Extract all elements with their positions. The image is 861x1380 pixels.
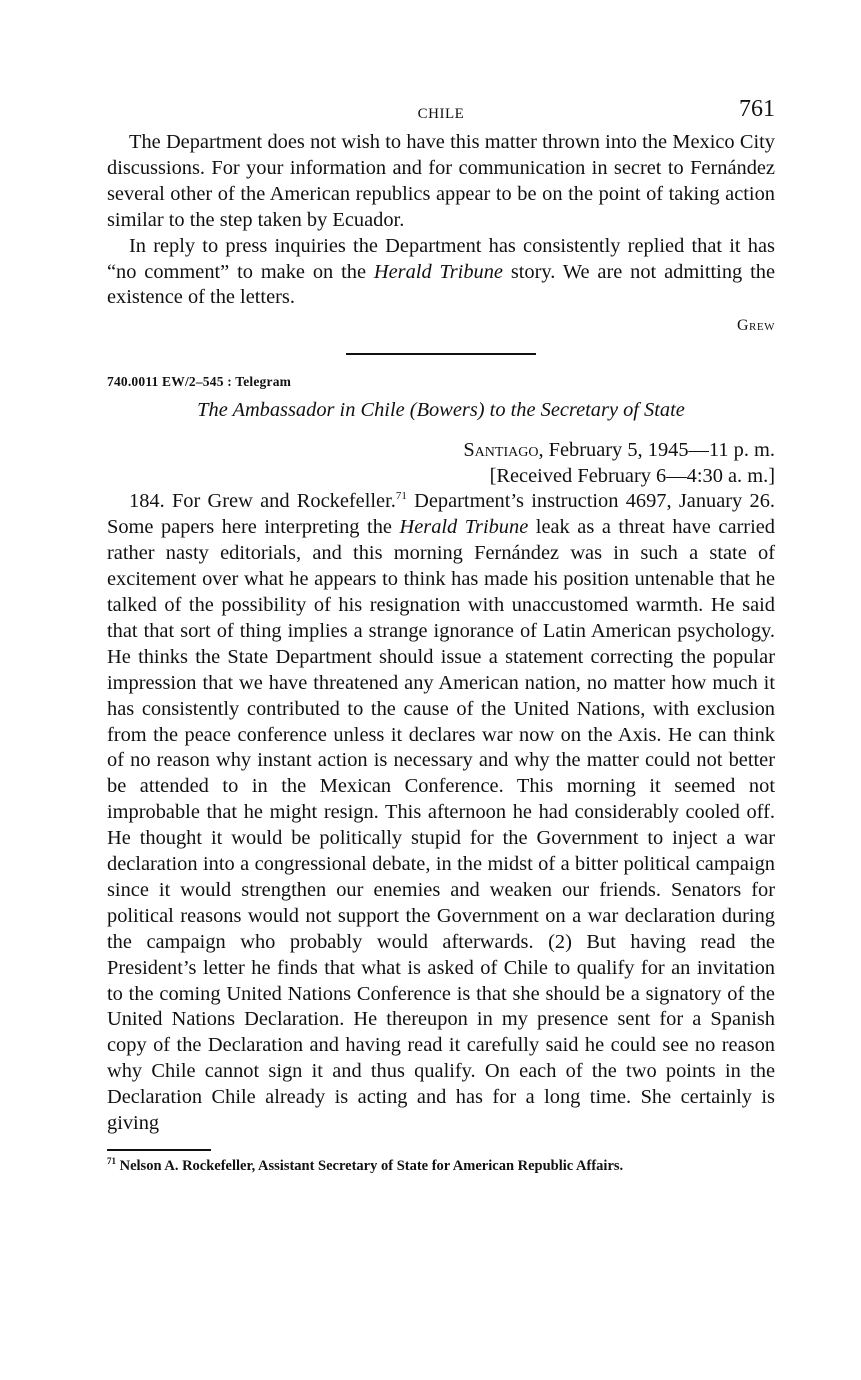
intro-p2-text-b: story. We are not admitting the existence of the letters.	[107, 260, 776, 309]
document-title	[107, 397, 775, 423]
document-page	[107, 96, 775, 1175]
newspaper-name: Herald Tribune	[373, 260, 503, 283]
running-head-title: CHILE	[417, 106, 465, 122]
body-text-c: leak as a threat have carried rather nasty editorials, and this morning Fernández was in such a state of excitement over what he appears to think has made his position untenable that he talked of the possibility of his resignation with unaccustomed warmth. He said that that sort of thing implies a strange ignorance of Latin American psychology. He thinks the State Department should issue a statement correcting the popular impression that we have threatened any American nation, no matter how much it has consistently contributed to the cause of the United Nations, with exclusion from the peace conference unless it declares war now on the Axis. He can think of no reason why instant action is necessary and why the matter could not better be attended to in the Mexican Conference. This morning it seemed not improbable that he might resign. This afternoon he had considerably cooled off. He thought it would be politically stupid for the Government to inject a war declaration into a congressional debate, in the midst of a bitter political campaign since it would strengthen our enemies and weaken our friends. Senators for political reasons would not support the Government on a war declaration during the campaign who probably would afterwards. (2) But having read the President’s letter he finds that what is asked of Chile to qualify for an invitation to the coming United Nations Conference is that she should be a signatory of the United Nations Declaration. He thereupon in my presence sent for a Spanish copy of the Declaration and having read it carefully said he could see no reason why Chile cannot sign it and thus qualify. On each of the two points in the Declaration Chile already is acting and has for a long time. She certainly is giving	[107, 516, 775, 1135]
body-text-a: 184. For Grew and Rockefeller.	[129, 490, 396, 513]
footnote-reference: 71	[395, 490, 407, 503]
footnote-mark: 71	[107, 1156, 116, 1166]
title-part-b: ) to the Secretary of State	[477, 399, 685, 422]
title-part-a: The Ambassador in Chile (	[197, 399, 417, 422]
dateline-date: , February 5, 1945—11 p. m.	[538, 439, 775, 462]
intro-p2-text-a: In reply to press inquiries the Department has consistently replied that it has “no comment” to make on the	[107, 234, 775, 283]
received-line: [Received February 6—4:30 a. m.]	[489, 465, 775, 488]
page-number: 761	[739, 96, 775, 122]
body-text-b: Department’s instruction 4697, January 26. Some papers here interpreting the	[107, 490, 775, 539]
title-ambassador-name: Bowers	[416, 399, 478, 422]
signature-grew: Grew	[737, 317, 775, 335]
intro-paragraph-1: The Department does not wish to have this matter thrown into the Mexico City discussions. For your information and for communication in secret to Fernández several other of the American republics appear to be on the point of taking action similar to the step taken by Ecuador.	[107, 131, 775, 231]
dateline	[107, 437, 775, 463]
intro-paragraph-2	[107, 234, 775, 312]
running-head	[107, 96, 775, 130]
body-newspaper-name: Herald Tribune	[399, 516, 529, 539]
footnote-rule	[107, 1149, 211, 1151]
telegram-body	[107, 489, 775, 1137]
section-divider	[346, 353, 536, 355]
dateline-place: Santiago	[463, 439, 539, 462]
footnote-text: Nelson A. Rockefeller, Assistant Secretary of State for American Republic Affairs.	[116, 1158, 624, 1174]
file-reference: 740.0011 EW/2–545 : Telegram	[107, 374, 292, 390]
footnote-71	[107, 1157, 775, 1175]
